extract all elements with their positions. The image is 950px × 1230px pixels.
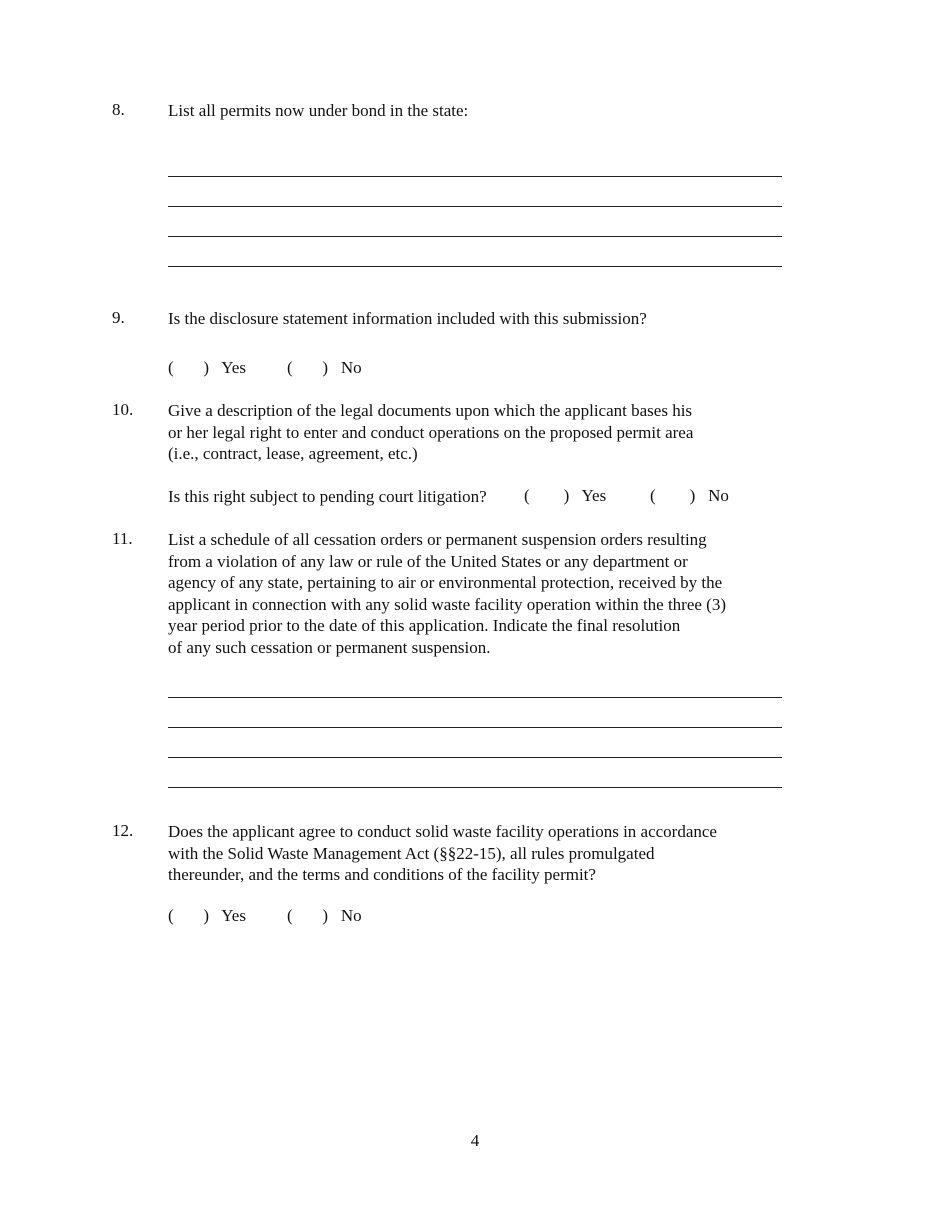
q11-line: of any such cessation or permanent suspension. bbox=[168, 637, 491, 657]
q10-line: Give a description of the legal documents upon which the applicant bases his bbox=[168, 401, 693, 420]
q9-no-option[interactable] bbox=[287, 358, 362, 378]
q8-answer-line-1[interactable] bbox=[168, 176, 782, 177]
no-label: No bbox=[340, 358, 362, 377]
q10-text bbox=[168, 400, 693, 465]
q11-answer-line-1[interactable] bbox=[168, 697, 782, 698]
q8-text: List all permits now under bond in the state: bbox=[168, 101, 469, 120]
q11-answer-line-2[interactable] bbox=[168, 727, 782, 728]
q8-answer-line-3[interactable] bbox=[168, 236, 782, 237]
q12-text bbox=[168, 821, 717, 886]
q10-no-option[interactable] bbox=[650, 486, 729, 506]
checkbox-paren[interactable]: ( ) bbox=[168, 906, 210, 925]
q11-text bbox=[168, 529, 726, 658]
q11-line: year period prior to the date of this application. Indicate the final resolution bbox=[168, 616, 681, 635]
q11-answer-line-4[interactable] bbox=[168, 787, 782, 788]
yes-label: Yes bbox=[581, 486, 607, 505]
q10-yes-option[interactable] bbox=[524, 486, 606, 506]
q8-answer-line-4[interactable] bbox=[168, 266, 782, 267]
q12-line: Does the applicant agree to conduct solid waste facility operations in accordance bbox=[168, 822, 717, 841]
q10-number: 10. bbox=[112, 400, 134, 419]
checkbox-paren[interactable]: ( ) bbox=[287, 358, 329, 377]
q8-number: 8. bbox=[112, 100, 125, 119]
checkbox-paren[interactable]: ( ) bbox=[168, 358, 210, 377]
q9-number: 9. bbox=[112, 308, 125, 327]
checkbox-paren[interactable]: ( ) bbox=[650, 486, 696, 505]
q10-line: (i.e., contract, lease, agreement, etc.) bbox=[168, 444, 418, 463]
q12-number: 12. bbox=[112, 821, 134, 840]
q11-line: applicant in connection with any solid waste facility operation within the three (3) bbox=[168, 594, 727, 614]
q12-no-option[interactable] bbox=[287, 906, 362, 926]
q12-yes-option[interactable] bbox=[168, 906, 246, 926]
q11-line: List a schedule of all cessation orders or permanent suspension orders resulting bbox=[168, 530, 707, 549]
q9-text: Is the disclosure statement information included with this submission? bbox=[168, 309, 647, 328]
q11-number: 11. bbox=[112, 529, 133, 548]
q8-answer-line-2[interactable] bbox=[168, 206, 782, 207]
q10-line: or her legal right to enter and conduct operations on the proposed permit area bbox=[168, 422, 694, 442]
page-number: 4 bbox=[470, 1131, 480, 1150]
checkbox-paren[interactable]: ( ) bbox=[524, 486, 570, 505]
q11-line: agency of any state, pertaining to air or environmental protection, received by the bbox=[168, 573, 723, 592]
q10-subquestion: Is this right subject to pending court litigation? bbox=[168, 487, 487, 506]
q11-answer-line-3[interactable] bbox=[168, 757, 782, 758]
yes-label: Yes bbox=[221, 358, 246, 377]
q12-line: thereunder, and the terms and conditions of the facility permit? bbox=[168, 865, 596, 884]
q12-line: with the Solid Waste Management Act (§§22-15), all rules promulgated bbox=[168, 843, 655, 863]
q9-yes-option[interactable] bbox=[168, 358, 246, 378]
no-label: No bbox=[340, 906, 362, 925]
checkbox-paren[interactable]: ( ) bbox=[287, 906, 329, 925]
q11-line: from a violation of any law or rule of the United States or any department or bbox=[168, 551, 688, 571]
yes-label: Yes bbox=[221, 906, 246, 925]
no-label: No bbox=[708, 486, 729, 505]
